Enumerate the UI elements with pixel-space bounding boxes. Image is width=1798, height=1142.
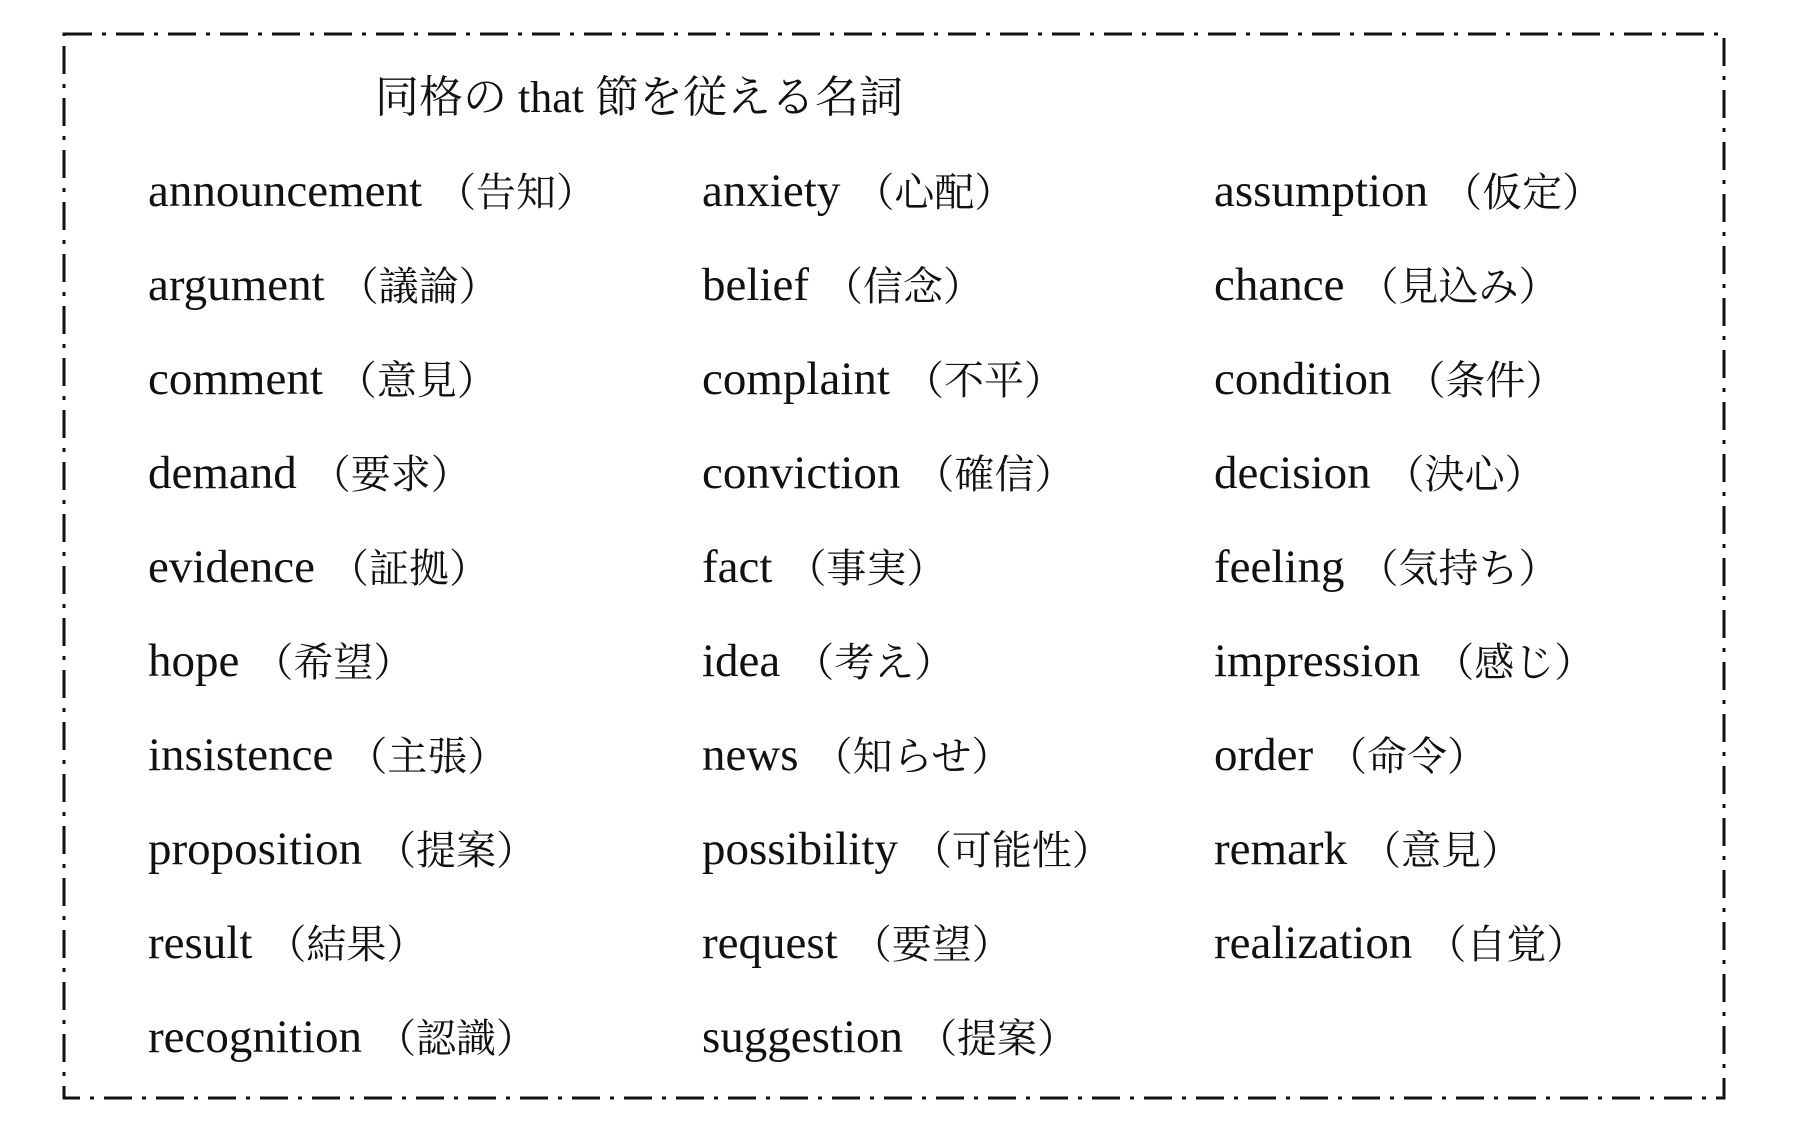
english-noun: argument: [148, 259, 325, 311]
noun-entry: [702, 157, 1014, 227]
noun-entry: [702, 439, 1074, 509]
table-row: [148, 533, 1708, 627]
noun-table: [148, 157, 1708, 1097]
noun-entry: [1214, 345, 1566, 415]
japanese-gloss: （命令）: [1327, 734, 1488, 780]
english-noun: conviction: [702, 447, 901, 499]
noun-entry: [702, 533, 946, 603]
japanese-gloss: （認識）: [376, 1016, 537, 1062]
noun-entry: [702, 909, 1012, 979]
japanese-gloss: （提案）: [376, 828, 537, 874]
english-noun: hope: [148, 635, 240, 687]
table-row: [148, 627, 1708, 721]
japanese-gloss: （不平）: [903, 358, 1064, 404]
japanese-gloss: （確信）: [914, 452, 1075, 498]
noun-entry: [1214, 251, 1558, 321]
japanese-gloss: （気持ち）: [1358, 546, 1559, 592]
noun-entry: [702, 627, 954, 697]
japanese-gloss: （要望）: [851, 922, 1012, 968]
table-row: [148, 909, 1708, 1003]
japanese-gloss: （意見）: [336, 358, 497, 404]
japanese-gloss: （意見）: [1361, 828, 1522, 874]
english-noun: realization: [1214, 917, 1413, 969]
english-noun: feeling: [1214, 541, 1345, 593]
english-noun: assumption: [1214, 165, 1429, 217]
japanese-gloss: （見込み）: [1358, 264, 1559, 310]
english-noun: suggestion: [702, 1011, 904, 1063]
box-title: 同格の that 節を従える名詞: [375, 73, 903, 122]
japanese-gloss: （決心）: [1384, 452, 1545, 498]
japanese-gloss: （信念）: [823, 264, 983, 310]
japanese-gloss: （感じ）: [1434, 640, 1595, 686]
noun-entry: [1214, 721, 1487, 791]
english-noun: chance: [1214, 259, 1345, 311]
noun-entry: [148, 345, 497, 415]
japanese-gloss: （告知）: [436, 170, 597, 216]
table-row: [148, 721, 1708, 815]
english-noun: demand: [148, 447, 297, 499]
english-noun: remark: [1214, 823, 1348, 875]
noun-entry: [702, 815, 1112, 885]
table-row: [148, 251, 1708, 345]
japanese-gloss: （議論）: [338, 264, 499, 310]
japanese-gloss: （事実）: [786, 546, 947, 592]
english-noun: decision: [1214, 447, 1371, 499]
japanese-gloss: （知らせ）: [812, 734, 1012, 780]
japanese-gloss: （可能性）: [911, 828, 1112, 874]
noun-entry: [148, 909, 426, 979]
english-noun: evidence: [148, 541, 316, 593]
noun-entry: [148, 533, 489, 603]
noun-entry: [702, 251, 983, 321]
noun-entry: [148, 1003, 536, 1073]
english-noun: condition: [1214, 353, 1392, 405]
noun-entry: [148, 251, 499, 321]
noun-entry: [1214, 815, 1521, 885]
noun-entry: [148, 439, 471, 509]
noun-entry: [702, 721, 1011, 791]
japanese-gloss: （心配）: [854, 170, 1015, 216]
english-noun: comment: [148, 353, 323, 405]
english-noun: news: [702, 729, 799, 781]
english-noun: fact: [702, 541, 773, 593]
japanese-gloss: （証拠）: [329, 546, 490, 592]
noun-entry: [148, 627, 413, 697]
noun-entry: [702, 345, 1064, 415]
english-noun: belief: [702, 259, 809, 311]
table-row: [148, 1003, 1708, 1097]
table-row: [148, 345, 1708, 439]
noun-entry: [1214, 157, 1602, 227]
english-noun: proposition: [148, 823, 363, 875]
japanese-gloss: （提案）: [917, 1016, 1078, 1062]
noun-entry: [1214, 533, 1559, 603]
japanese-gloss: （自覚）: [1426, 922, 1587, 968]
english-noun: anxiety: [702, 165, 841, 217]
english-noun: impression: [1214, 635, 1421, 687]
table-row: [148, 157, 1708, 251]
english-noun: recognition: [148, 1011, 363, 1063]
english-noun: complaint: [702, 353, 890, 405]
noun-entry: [148, 157, 596, 227]
table-row: [148, 439, 1708, 533]
english-noun: request: [702, 917, 838, 969]
noun-entry: [702, 1003, 1077, 1073]
noun-entry: [148, 815, 536, 885]
japanese-gloss: （主張）: [347, 734, 508, 780]
english-noun: possibility: [702, 823, 898, 875]
english-noun: insistence: [148, 729, 334, 781]
japanese-gloss: （要求）: [310, 452, 471, 498]
noun-entry: [1214, 909, 1586, 979]
noun-entry: [1214, 627, 1594, 697]
table-row: [148, 815, 1708, 909]
japanese-gloss: （条件）: [1405, 358, 1566, 404]
japanese-gloss: （希望）: [253, 640, 414, 686]
noun-entry: [1214, 439, 1545, 509]
english-noun: announcement: [148, 165, 423, 217]
english-noun: order: [1214, 729, 1314, 781]
noun-entry: [148, 721, 507, 791]
english-noun: idea: [702, 635, 781, 687]
japanese-gloss: （仮定）: [1442, 170, 1603, 216]
japanese-gloss: （考え）: [794, 640, 955, 686]
english-noun: result: [148, 917, 253, 969]
japanese-gloss: （結果）: [266, 922, 427, 968]
